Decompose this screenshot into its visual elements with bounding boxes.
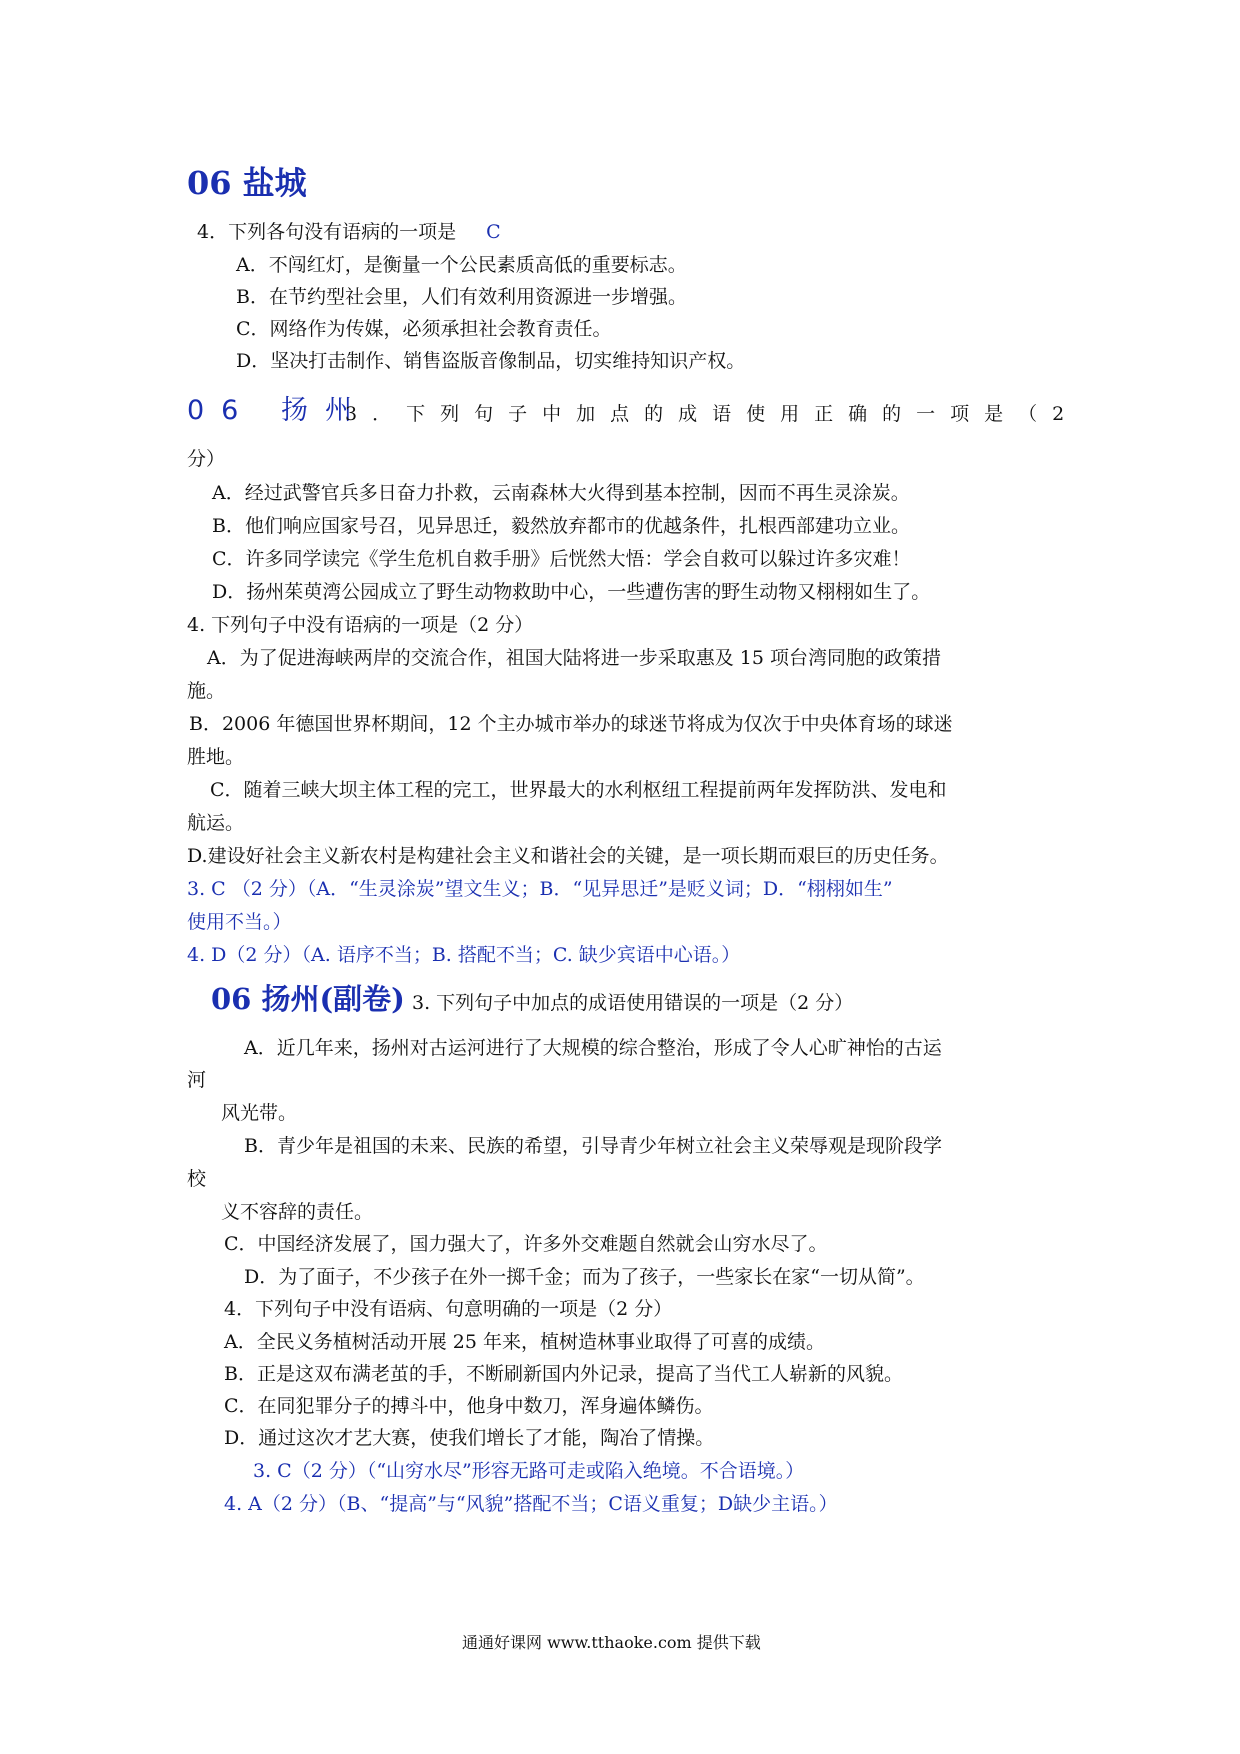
- option-d: D．通过这次才艺大赛，使我们增长了才能，陶冶了情操。: [224, 1427, 715, 1449]
- question-3-continued: 分）: [187, 448, 226, 470]
- option-a: A．不闯红灯，是衡量一个公民素质高低的重要标志。: [236, 254, 687, 276]
- question-text: 4．下列各句没有语病的一项是: [197, 221, 457, 243]
- option-b: B．青少年是祖国的未来、民族的希望，引导青少年树立社会主义荣辱观是现阶段学: [244, 1135, 942, 1157]
- option-a-continued: 施。: [187, 680, 226, 702]
- option-c: C．中国经济发展了，国力强大了，许多外交难题自然就会山穷水尽了。: [224, 1233, 828, 1255]
- option-c-continued: 航运。: [187, 812, 245, 834]
- option-b-continued: 胜地。: [187, 746, 245, 768]
- question-4: 4. 下列句子中没有语病的一项是（2 分）: [187, 614, 534, 636]
- option-c: C．网络作为传媒，必须承担社会教育责任。: [236, 318, 612, 340]
- option-d: D.建设好社会主义新农村是构建社会主义和谐社会的关键，是一项长期而艰巨的历史任务。: [187, 845, 949, 867]
- option-c: C．许多同学读完《学生危机自救手册》后恍然大悟：学会自救可以躲过许多灾难！: [212, 548, 911, 570]
- option-a: A．经过武警官兵多日奋力扑救，云南森林大火得到基本控制，因而不再生灵涂炭。: [212, 482, 910, 504]
- page-footer: 通通好课网 www.tthaoke.com 提供下载: [462, 1633, 761, 1652]
- option-b: B．他们响应国家号召，见异思迁，毅然放弃都市的优越条件，扎根西部建功立业。: [212, 515, 910, 537]
- option-d: D．为了面子，不少孩子在外一掷千金；而为了孩子，一些家长在家“一切从简”。: [244, 1266, 925, 1288]
- option-c: C．在同犯罪分子的搏斗中，他身中数刀，浑身遍体鳞伤。: [224, 1395, 714, 1417]
- option-b: B．2006 年德国世界杯期间，12 个主办城市举办的球迷节将成为仅次于中央体育场的球迷: [189, 713, 953, 735]
- option-a: A．近几年来，扬州对古运河进行了大规模的综合整治，形成了令人心旷神怡的古运: [244, 1037, 942, 1059]
- section-heading-yangzhou: 06 扬州: [187, 395, 369, 426]
- answer-letter: C: [486, 221, 501, 243]
- option-a: A．全民义务植树活动开展 25 年来，植树造林事业取得了可喜的成绩。: [224, 1331, 825, 1353]
- answer-3: 3. C （2 分）（A．“生灵涂炭”望文生义；B．“见异思迁”是贬义词；D．“栩栩如生”: [187, 878, 893, 900]
- answer-3-continued: 使用不当。）: [187, 911, 292, 933]
- option-b: B．在节约型社会里，人们有效利用资源进一步增强。: [236, 286, 687, 308]
- option-c: C．随着三峡大坝主体工程的完工，世界最大的水利枢纽工程提前两年发挥防洪、发电和: [210, 779, 947, 801]
- answer-3: 3. C（2 分）（“山穷水尽”形容无路可走或陷入绝境。不合语境。）: [253, 1460, 805, 1482]
- question-4: [197, 220, 501, 244]
- section-heading-yangzhou-fujuan: 06 扬州(副卷): [211, 982, 405, 1016]
- question-4: 4．下列句子中没有语病、句意明确的一项是（2 分）: [224, 1298, 673, 1320]
- answer-4: 4. A（2 分）（B、“提高”与“风貌”搭配不当；C语义重复；D缺少主语。）: [224, 1493, 838, 1515]
- option-d: D．坚决打击制作、销售盗版音像制品，切实维持知识产权。: [236, 350, 746, 372]
- option-a: A．为了促进海峡两岸的交流合作，祖国大陆将进一步采取惠及 15 项台湾同胞的政策措: [207, 647, 941, 669]
- question-3: 3. 下列句子中加点的成语使用错误的一项是（2 分）: [412, 992, 854, 1014]
- option-b-continued: 校: [187, 1168, 207, 1190]
- option-b: B．正是这双布满老茧的手，不断刷新国内外记录，提高了当代工人崭新的风貌。: [224, 1363, 903, 1385]
- answer-4: 4. D（2 分）（A. 语序不当；B. 搭配不当；C. 缺少宾语中心语。）: [187, 944, 741, 966]
- option-b-continued: 义不容辞的责任。: [221, 1201, 374, 1223]
- option-a-continued: 河: [187, 1069, 207, 1091]
- option-d: D．扬州茱萸湾公园成立了野生动物救助中心，一些遭伤害的野生动物又栩栩如生了。: [212, 581, 931, 603]
- question-3: 3．下列句子中加点的成语使用正确的一项是（2: [345, 403, 1080, 425]
- section-heading-yancheng: 06 盐城: [187, 164, 307, 202]
- option-a-continued: 风光带。: [221, 1102, 298, 1124]
